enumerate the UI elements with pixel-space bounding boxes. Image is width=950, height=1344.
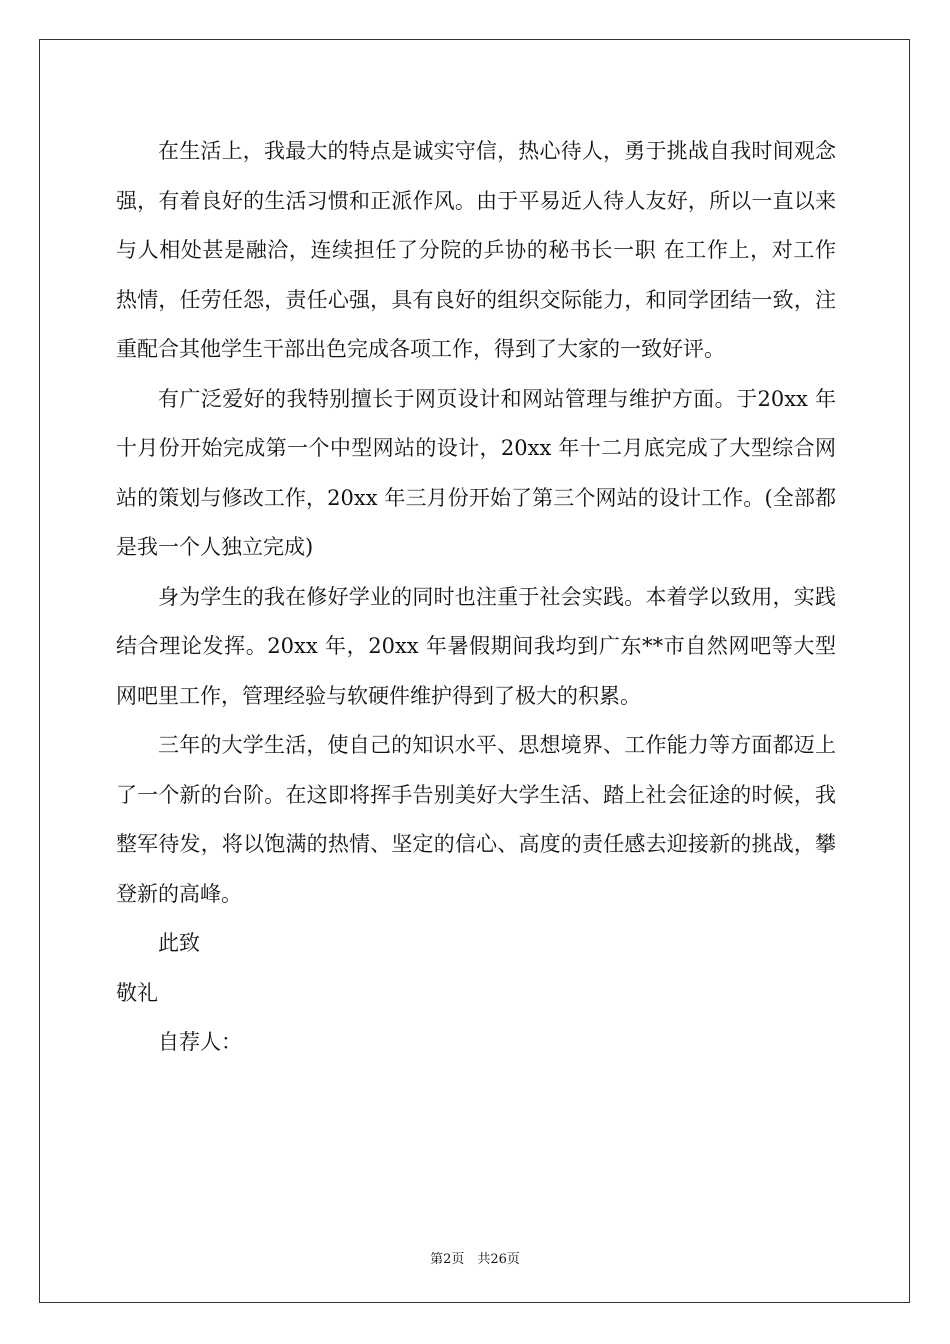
paragraph-summary: 三年的大学生活，使自己的知识水平、思想境界、工作能力等方面都迈上了一个新的台阶。在这即将挥手告别美好大学生活、踏上社会征途的时候，我整军待发，将以饱满的热情、坚定的信心、高度的责任感去迎接新的挑战，攀登新的高峰。 <box>116 733 836 906</box>
closing-jingli: 敬礼 <box>116 980 158 1005</box>
document-body <box>116 127 836 1068</box>
closing-cizhi: 此致 <box>158 931 200 955</box>
signature-label: 自荐人： <box>158 1030 242 1054</box>
page-number: 第2页 共26页 <box>430 1252 520 1267</box>
paragraph-practice: 身为学生的我在修好学业的同时也注重于社会实践。本着学以致用，实践结合理论发挥。20xx 年，20xx 年暑假期间我均到广东**市自然网吧等大型网吧里工作，管理经验与软硬件维护得到了极大的积累。 <box>116 584 836 708</box>
paragraph-life: 在生活上，我最大的特点是诚实守信，热心待人，勇于挑战自我时间观念强，有着良好的生活习惯和正派作风。由于平易近人待人友好，所以一直以来与人相处甚是融洽，连续担任了分院的乒协的秘书长一职 在工作上，对工作热情，任劳任怨，责任心强，具有良好的组织交际能力，和同学团结一致，注重配合其他学生干部出色完成各项工作，得到了大家的一致好评。 <box>116 139 836 361</box>
paragraph-web-design: 有广泛爱好的我特别擅长于网页设计和网站管理与维护方面。于20xx 年十月份开始完成第一个中型网站的设计，20xx 年十二月底完成了大型综合网站的策划与修改工作，20xx 年三月份开始了第三个网站的设计工作。(全部都是我一个人独立完成) <box>116 386 836 559</box>
